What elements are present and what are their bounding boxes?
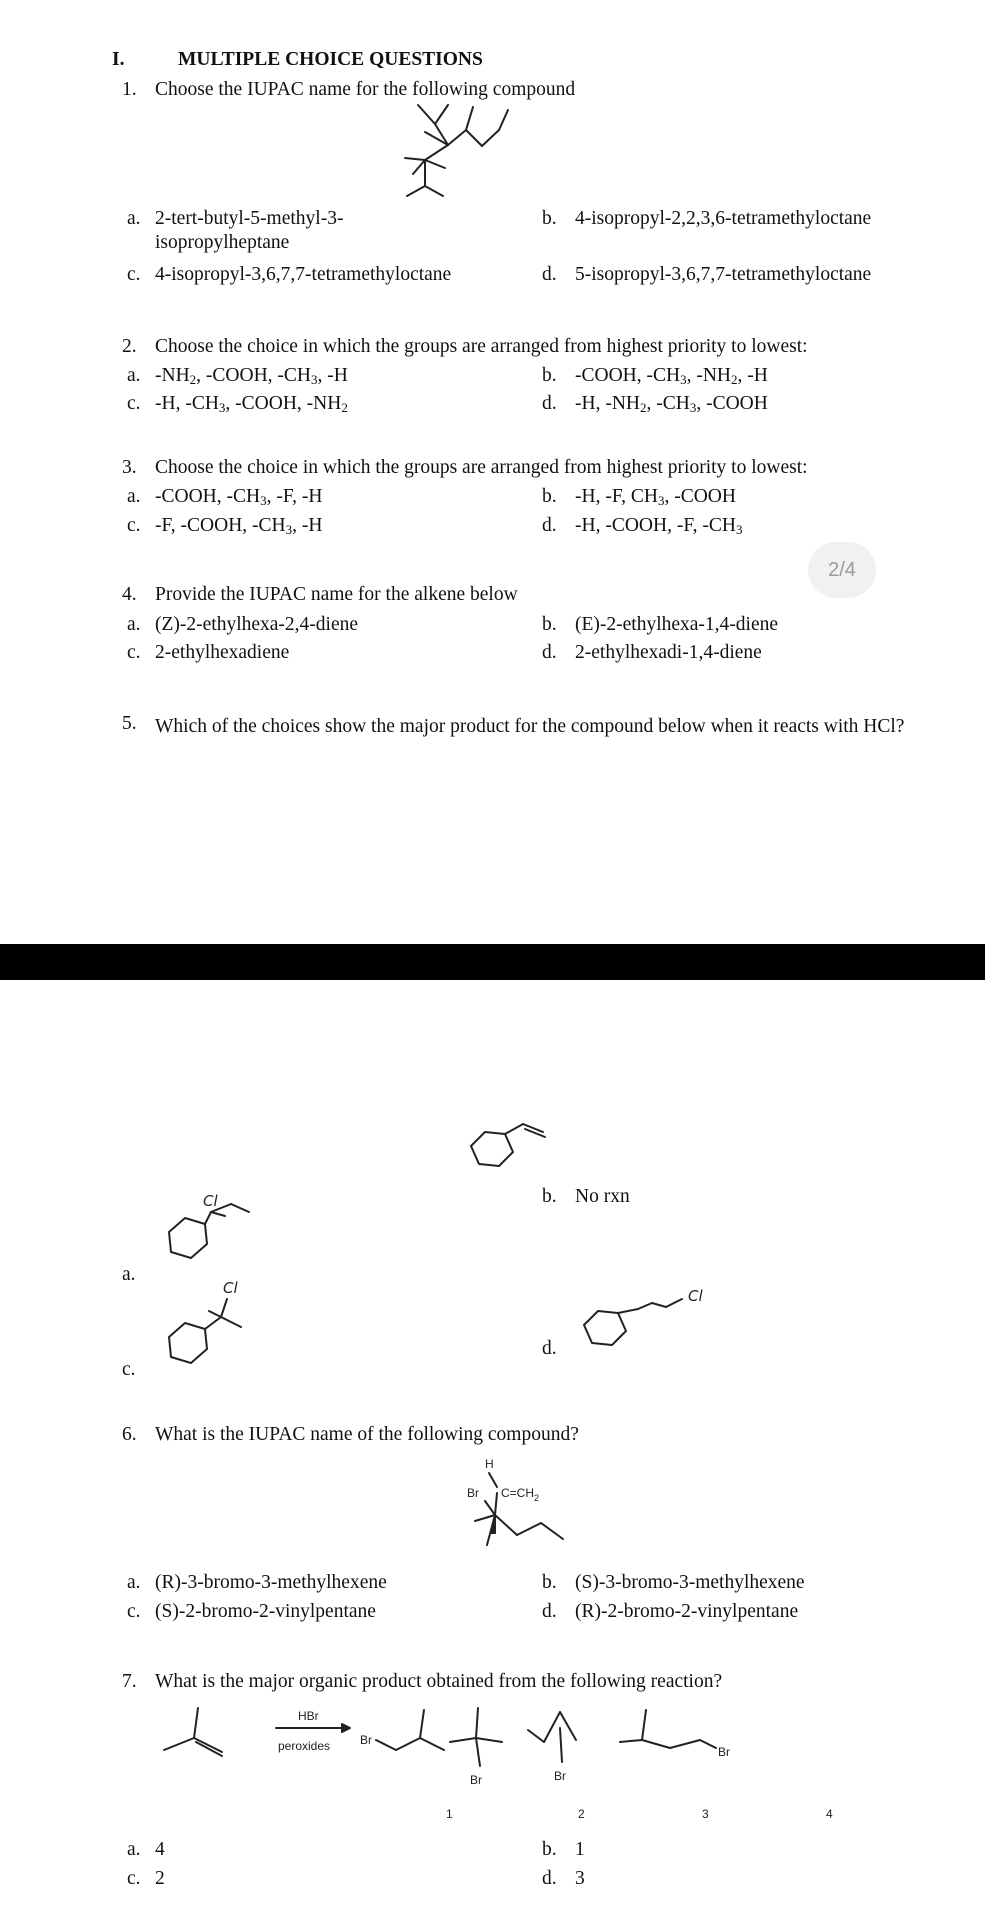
- q5-structure: [465, 1120, 565, 1180]
- question-number: 7.: [122, 1671, 137, 1692]
- question-number: 3.: [122, 457, 137, 478]
- option-d-text: (R)-2-bromo-2-vinylpentane: [575, 1601, 799, 1622]
- question-text: Choose the choice in which the groups are arranged from highest priority to lowest:: [155, 457, 808, 478]
- reagent-label: HBr: [298, 1709, 319, 1723]
- option-b-letter: b.: [542, 1186, 557, 1207]
- option-c-letter: c.: [122, 1359, 136, 1380]
- question-number: 1.: [122, 79, 137, 100]
- q5-option-d-structure: [580, 1285, 740, 1355]
- q6-structure: [455, 1455, 615, 1565]
- option-c-letter: c.: [127, 1601, 141, 1622]
- option-d-letter: d.: [542, 515, 557, 536]
- option-c-text: -F, -COOH, $-CH_3$, -H: [155, 515, 323, 537]
- hydrogen-label: H: [485, 1457, 494, 1471]
- option-d-letter: d.: [542, 1601, 557, 1622]
- question-text: What is the major organic product obtained from the following reaction?: [155, 1671, 723, 1692]
- bromine-label: Br: [360, 1733, 372, 1747]
- page-indicator: 2/4: [808, 542, 876, 598]
- option-c-letter: c.: [127, 1868, 141, 1889]
- option-a-letter: a.: [127, 365, 141, 386]
- option-d-letter: d.: [542, 393, 557, 414]
- option-a-text: 2-tert-butyl-5-methyl-3-isopropylheptane: [155, 208, 344, 253]
- option-d-text: 5-isopropyl-3,6,7,7-tetramethyloctane: [575, 264, 872, 285]
- option-d-text: -H, -COOH, -F, $-CH_3$: [575, 515, 743, 537]
- option-c-text: 4-isopropyl-3,6,7,7-tetramethyloctane: [155, 264, 452, 285]
- option-a-text: $-NH_2$, -COOH, $-CH_3$, -H: [155, 365, 348, 387]
- bromine-label: Br: [467, 1486, 479, 1500]
- product-2-label: 2: [578, 1807, 585, 1821]
- question-text: Choose the choice in which the groups are arranged from highest priority to lowest:: [155, 336, 808, 357]
- option-c-letter: c.: [127, 515, 141, 536]
- option-b-text: -H, -F, $CH_3$, -COOH: [575, 486, 736, 508]
- option-d-letter: d.: [542, 264, 557, 285]
- question-number: 5.: [122, 713, 137, 734]
- question-text: Provide the IUPAC name for the alkene below: [155, 584, 518, 605]
- option-d-text: 2-ethylhexadi-1,4-diene: [575, 642, 762, 663]
- question-number: 4.: [122, 584, 137, 605]
- option-a-letter: a.: [127, 1572, 141, 1593]
- option-b-letter: b.: [542, 486, 557, 507]
- option-b-letter: b.: [542, 365, 557, 386]
- option-a-text: -COOH, $-CH_3$, -F, -H: [155, 486, 323, 508]
- bromine-label: Br: [470, 1773, 482, 1787]
- option-c-letter: c.: [127, 264, 141, 285]
- option-c-text: 2-ethylhexadiene: [155, 642, 290, 663]
- option-a-text: (R)-3-bromo-3-methylhexene: [155, 1572, 387, 1593]
- bromine-label: Br: [554, 1769, 566, 1783]
- product-1-label: 1: [446, 1807, 453, 1821]
- question-text: Which of the choices show the major product for the compound below when it reacts with HCl?: [155, 716, 905, 737]
- option-b-text: 4-isopropyl-2,2,3,6-tetramethyloctane: [575, 208, 872, 229]
- option-b-text: No rxn: [575, 1186, 630, 1207]
- option-d-letter: d.: [542, 1868, 557, 1889]
- q5-option-a-structure: [165, 1190, 265, 1270]
- option-b-text: 1: [575, 1839, 585, 1860]
- section-title: MULTIPLE CHOICE QUESTIONS: [178, 49, 483, 70]
- option-c-text: 2: [155, 1868, 165, 1889]
- option-a-letter: a.: [127, 1839, 141, 1860]
- q7-reaction-scheme: [150, 1700, 930, 1830]
- option-c-letter: c.: [127, 642, 141, 663]
- question-text: What is the IUPAC name of the following compound?: [155, 1424, 579, 1445]
- q5-option-c-structure: [165, 1275, 265, 1365]
- bromine-label: Br: [718, 1745, 730, 1759]
- option-d-letter: d.: [542, 1338, 557, 1359]
- option-b-text: (E)-2-ethylhexa-1,4-diene: [575, 614, 779, 635]
- chlorine-label: Cl: [203, 1192, 218, 1210]
- option-d-letter: d.: [542, 642, 557, 663]
- option-a-letter: a.: [122, 1264, 136, 1285]
- option-a-letter: a.: [127, 208, 141, 229]
- question-number: 2.: [122, 336, 137, 357]
- option-c-letter: c.: [127, 393, 141, 414]
- option-a-letter: a.: [127, 486, 141, 507]
- option-b-letter: b.: [542, 208, 557, 229]
- product-3-label: 3: [702, 1807, 709, 1821]
- option-c-text: -H, $-CH_3$, -COOH, $-NH_2$: [155, 393, 348, 415]
- option-a-text: (Z)-2-ethylhexa-2,4-diene: [155, 614, 359, 635]
- option-d-text: 3: [575, 1868, 585, 1889]
- option-b-text: (S)-3-bromo-3-methylhexene: [575, 1572, 805, 1593]
- product-4-label: 4: [826, 1807, 833, 1821]
- section-number: I.: [112, 49, 125, 70]
- vinyl-label: $C=CH_2$: [501, 1486, 540, 1503]
- question-number: 6.: [122, 1424, 137, 1445]
- chlorine-label: Cl: [223, 1279, 238, 1297]
- screen-divider-bar: [0, 944, 985, 980]
- option-b-letter: b.: [542, 1572, 557, 1593]
- reagent-conditions: peroxides: [278, 1739, 331, 1753]
- option-b-text: -COOH, $-CH_3$, $-NH_2$, -H: [575, 365, 768, 387]
- option-c-text: (S)-2-bromo-2-vinylpentane: [155, 1601, 376, 1622]
- option-b-letter: b.: [542, 614, 557, 635]
- option-b-letter: b.: [542, 1839, 557, 1860]
- q1-structure: [395, 100, 505, 200]
- option-a-text: 4: [155, 1839, 165, 1860]
- question-text: Choose the IUPAC name for the following compound: [155, 79, 576, 100]
- option-a-letter: a.: [127, 614, 141, 635]
- chlorine-label: Cl: [688, 1287, 703, 1305]
- option-d-text: -H, $-NH_2$, $-CH_3$, -COOH: [575, 393, 768, 415]
